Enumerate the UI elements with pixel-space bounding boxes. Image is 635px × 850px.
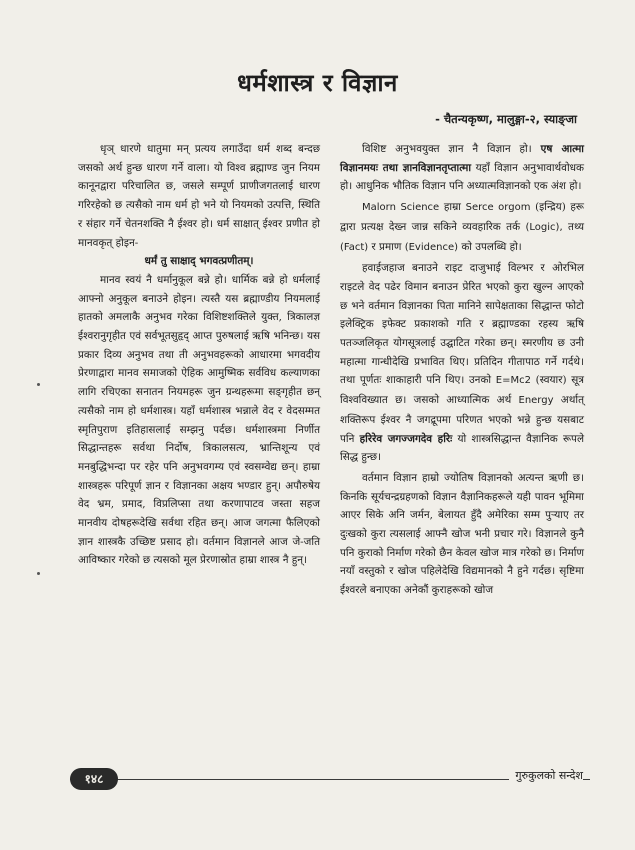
paragraph: मानव स्वयं नै धर्मानुकूल बन्ने हो। धार्मिक बन्ने हो धर्मलाई आफ्नो अनुकूल बनाउने होइन। त्यस्तै यस ब्रह्माण्डीय नियमलाई हातको अमलाकै अनुभव गरेका विशिष्टशक्तिले युक्त, त्रिकालज्ञ ईश्वरानुगृहीत एवं सर्वभूतसुहृद् आप्त पुरुषलाई ऋषि भनिन्छ। यस प्रकार दिव्य अनुभव तथा ती अनुभवहरूको आधारमा भगवदीय प्रेरणाद्वारा मानव समाजको ऐहिक आमुष्मिक सर्वविध कल्याणका लागि रचिएका सनातन नियमहरू जुन ग्रन्थहरूमा सङ्गृहीत छन् त्यसैको नाम हो धर्मशास्त्र। यहाँ धर्मशास्त्र भन्नाले वेद र वेदसम्मत स्मृतिपुराण इतिहासलाई सम्झनु पर्दछ। धर्मशास्त्रमा निर्णीत सिद्धान्तहरू सर्वथा निर्दोष, त्रिकालसत्य, भ्रान्तिशून्य एवं मनबुद्धिभन्दा पर रहेर पनि अनुभवगम्य एवं स्वसम्वेद्य छन्। हाम्रा शास्त्रहरू परिपूर्ण ज्ञान र विज्ञानका अक्षय भण्डार हुन्। अपौरुषेय वेद भ्रम, प्रमाद, विप्रलिप्सा तथा करणापाटव जस्ता सहज मानवीय दोषहरूदेखि सर्वथा रहित छन्। आज जगत्मा फैलिएको ज्ञान शास्त्रकै उच्छिष्ट प्रसाद हो। वर्तमान विज्ञानले आज जे-जति आविष्कार गरेको छ त्यसको मूल प्रेरणास्रोत हाम्रा शास्त्र नै हुन्। [78, 273, 320, 567]
text-run: हाम्रा [443, 201, 461, 214]
right-column [340, 140, 584, 600]
journal-name: गुरुकुलको सन्देश [509, 768, 583, 783]
page-number: १४८ [70, 768, 118, 790]
equation: E=Mc2 [495, 375, 531, 387]
paragraph: वर्तमान विज्ञान हाम्रो ज्योतिष विज्ञानको अत्यन्त ऋणी छ। किनकि सूर्यचन्द्रग्रहणको विज्ञान वैज्ञानिकहरूले यही पावन भूमिमा आएर सिके अनि जर्मन, बेलायत हुँदै अमेरिका सम्म पुऱ्याए तर दुःखको कुरा त्यसलाई आफ्नै खोज भनी प्रचार गरे। विज्ञानले कुनै पनि कुराको निर्माण गरेको छैन केवल खोज मात्र गरेको छ। निर्माण नयाँ वस्तुको र खोज पहिलेदेखि विद्यमानको नै हुने गर्दछ। सृष्टिमा ईश्वरले बनाएका अनेकौं कुराहरूको खोज [340, 471, 584, 597]
english-term: (Logic), [525, 221, 563, 233]
bold-quote: एष आत्मा विज्ञानमयः तथा ज्ञानविज्ञानतृप्तात्मा [340, 143, 584, 174]
text-run: र प्रमाण [371, 240, 402, 253]
english-term: Energy [518, 395, 554, 407]
article-title: धर्मशास्त्र र विज्ञान [237, 69, 398, 97]
english-term: (Evidence) [404, 241, 459, 253]
paragraph [340, 140, 584, 196]
bold-quote: हरिरेव जगज्जगदेव हरिः [359, 432, 453, 445]
text-run: तथ्य [568, 220, 585, 233]
text-run: (स्वयार) सूत्र विश्वविख्यात छ। जसको आध्यात्मिक अर्थ [340, 374, 584, 407]
paragraph [340, 198, 584, 257]
paragraph: धृञ् धारणे धातुमा मन् प्रत्यय लगाउँदा धर्म शब्द बन्दछ जसको अर्थ हुन्छ धारण गर्ने वाला। यो विश्व ब्रह्माण्ड जुन नियम कानूनद्वारा परिचालित छ, जसले सम्पूर्ण प्राणीजगतलाई धारण गरिरहेको छ त्यसैको नाम धर्म हो भने यो नियमको उत्पत्ति, स्थिति र संहार गर्ने चेतनशक्ति नै ईश्वर हो। धर्म साक्षात् ईश्वर प्रणीत हो मानवकृत् होइन- [78, 143, 320, 249]
sanskrit-verse: धर्मं तु साक्षाद् भगवत्प्रणीतम्। [144, 255, 254, 268]
author-byline: - चैतन्यकृष्ण, मालुङ्गा-२, स्याङ्जा [435, 112, 577, 126]
paragraph [340, 259, 584, 467]
text-run: (इन्द्रिय) हरू द्वारा प्रत्यक्ष देख्न जान्न सकिने व्यवहारिक तर्क [340, 201, 584, 233]
text-run: हवाईजहाज बनाउने राइट दाजुभाई विल्भर र ओरभिल राइटले वेद पढेर विमान बनाउन प्रेरित भएको कुरा खुल्न आएको छ भने वर्तमान विज्ञानका पिता मानिने सापेक्षताका सिद्धान्त फोटो इलेक्ट्रिक इफेक्ट प्रकाशको गति र ब्रह्माण्डका रहस्य ऋषि पतञ्जलिकृत योगसूत्रलाई उद्घाटित गरेका छन्। स्मरणीय छ उनी महात्मा गान्धीदेखि प्रभावित थिए। प्रतिदिन गीतापाठ गर्ने गर्दथे। तथा पूर्णतः शाकाहारी पनि थिए। उनको [340, 262, 584, 387]
english-term: Serce orgom [465, 202, 531, 214]
scan-speck [37, 572, 40, 575]
text-run: विशिष्ट अनुभवयुक्त ज्ञान नै विज्ञान हो। [362, 143, 532, 155]
text-run: यहाँ विज्ञान अनुभावार्थवोधक हो। आधुनिक भौतिक विज्ञान पनि अध्यात्मविज्ञानको एक अंश हो। [340, 161, 585, 193]
left-column [78, 140, 320, 570]
english-term: Malorn Science [362, 202, 440, 214]
scan-speck [37, 383, 40, 386]
text-run: अर्थात् शक्तिरूप ईश्वर नै जगद्रूपमा परिणत भएको भन्ने हुन्छ यसबाट पनि [340, 394, 584, 445]
text-run: को उपलब्धि हो। [461, 240, 522, 253]
english-term: (Fact) [340, 241, 369, 253]
text-run: यो शास्त्रसिद्धान्त वैज्ञानिक रूपले सिद्ध हुन्छ। [340, 432, 584, 464]
